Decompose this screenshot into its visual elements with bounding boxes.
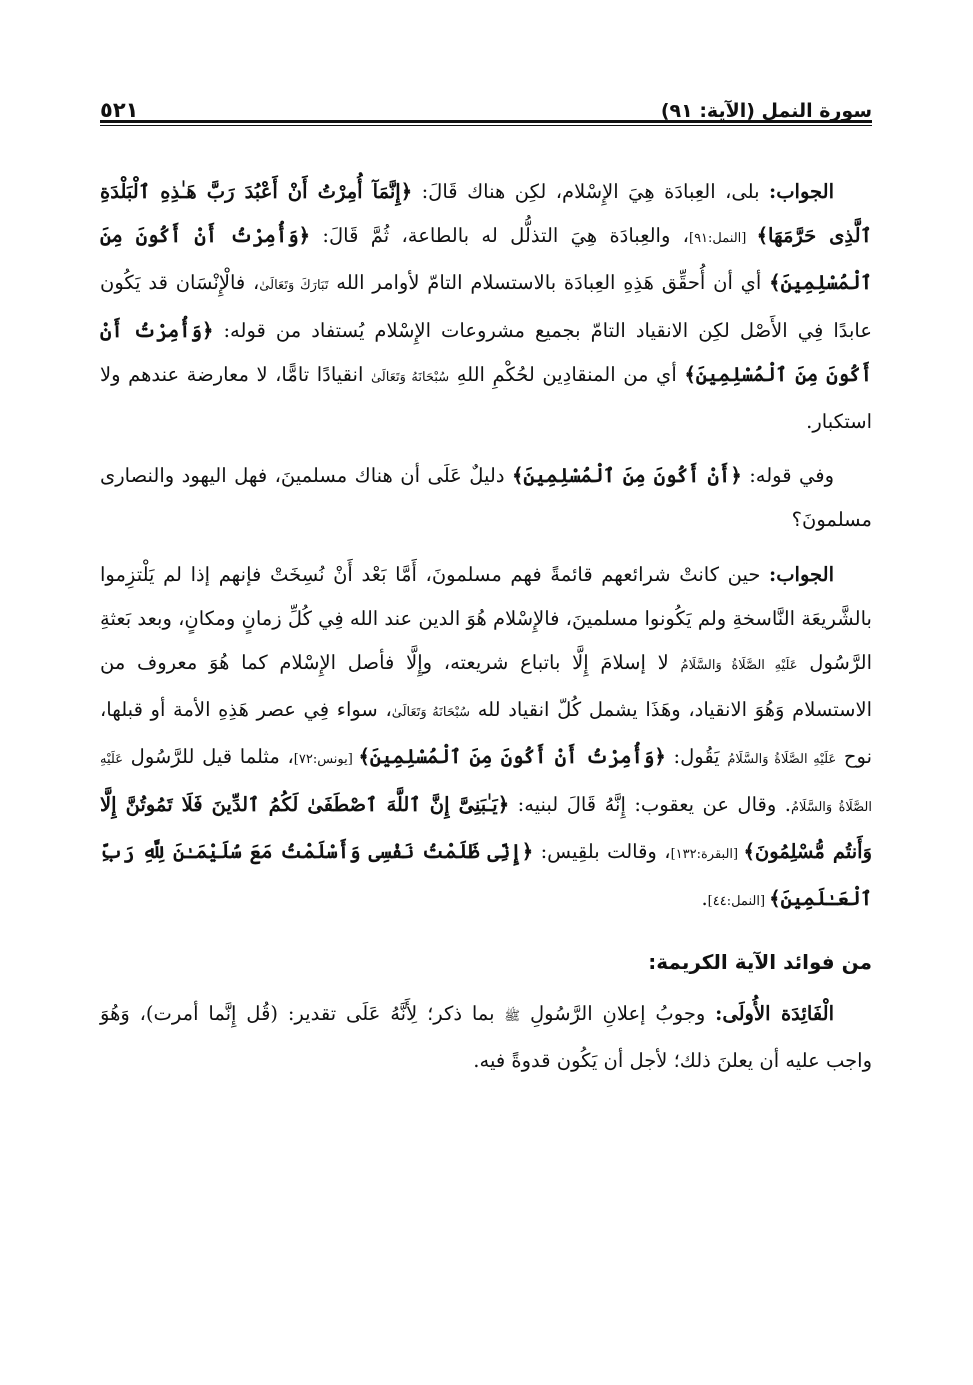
- body-text: حين كانتْ شرائعهم قائمةً فهم مسلمونَ، أَمَّا بَعْد أَنْ نُسِخَتْ فإنهم إذا لم يَلْتزِموا بالشَّريعَة النَّاسخةِ ولم يَكُونوا مسلمينَ، فالإِسْلام هُوَ الدين عند الله فِي كُلِّ زمانٍ ومكانٍ، وبعد بَعثةِ الرَّسُول: [100, 562, 872, 675]
- quran-verse: ﴿إِنَّمَآ أُمِرْتُ أَنْ أَعْبُدَ رَبَّ هَـٰذِهِ ٱلْبَلْدَةِ ٱلَّذِى حَرَّمَهَا﴾: [100, 180, 872, 248]
- body-text: . وقال عن يعقوب: إِنَّهُ قَالَ لبنيه:: [509, 792, 791, 816]
- quran-verse: ﴿وَأُمِرْتُ أَنْ أَكُونَ مِنَ ٱلْمُسْلِمِينَ﴾: [358, 745, 666, 769]
- body-text: .: [701, 887, 708, 911]
- page-number: ٥٢١: [100, 98, 139, 122]
- page-header: [100, 88, 872, 122]
- small-annotation: [النمل:٤٤]: [707, 894, 770, 910]
- header-rule: [100, 120, 872, 126]
- body-text: انقيادًا تامًّا، لا معارضة عندهم ولا استكبار.: [100, 362, 872, 434]
- body-text: وجوبُ إعلانِ الرَّسُولِ: [520, 1002, 716, 1026]
- body-text: ، والعِبادَة هِيَ التذلُّل له بالطاعة، ثُمَّ قَالَ:: [310, 224, 689, 248]
- paragraph-benefit-1: [100, 992, 872, 1083]
- paragraph-answer-1: [100, 170, 872, 444]
- paragraph-question: [100, 454, 872, 542]
- body-text: أي أن أُحقِّق هَذِهِ العِبادَة بالاستسلام التامّ لأوامر الله: [328, 271, 770, 295]
- quran-verse: ﴿وَأُمِرْتُ أَنْ أَكُونَ مِنَ ٱلْمُسْلِمِينَ﴾: [100, 224, 872, 295]
- answer-label: الْفَائِدَة الأُولَى:: [715, 1002, 835, 1026]
- surah-title: سورة النمل (الآية: ٩١): [660, 100, 872, 122]
- small-annotation: سُبْحَانَهُ وَتَعَالَىٰ: [370, 369, 450, 385]
- small-annotation: [النمل:٩١]: [688, 231, 757, 247]
- body-text: بما ذكر؛ لِأَنَّهُ عَلَى تقدير: (قُل إِنَّما أمرت)، وَهُوَ واجب عليه أن يعلنَ ذلك؛ لأجل أن يَكُون قدوةً فيه.: [100, 1002, 872, 1073]
- small-annotation: عَلَيْهِ الصَّلَاةُ وَالسَّلَامُ: [727, 752, 837, 768]
- quran-verse: ﴿إِنِّى ظَلَمْتُ نَفْسِى وَأَسْلَمْتُ مَعَ سُلَيْمَـٰنَ لِلَّهِ رَبِّ ٱلْعَـٰلَمِينَ﴾: [100, 839, 872, 911]
- quran-verse: ﴿وَأُمِرْتُ أَنْ أَكُونَ مِنَ ٱلْمُسْلِمِينَ﴾: [100, 318, 873, 386]
- answer-label: الجواب:: [769, 180, 834, 203]
- body-text: وفي قوله:: [741, 464, 834, 488]
- quran-verse: ﴿يَـٰبَنِىَّ إِنَّ ٱللَّهَ ٱصْطَفَىٰ لَكُمُ ٱلدِّينَ فَلَا تَمُوتُنَّ إِلَّا وَأَنتُم مُّسْلِمُونَ﴾: [100, 792, 872, 863]
- body-text: ، وقالت بلقِيس:: [533, 839, 671, 863]
- body-text: بلى، العِبادَة هِيَ الإِسْلام، لكِن هناك قَالَ:: [412, 180, 769, 203]
- quran-verse: ﴿أَنْ أَكُونَ مِنَ ٱلْمُسْلِمِينَ﴾: [511, 464, 742, 488]
- body-text: ، فالْإِنْسَان قد يَكُون عابدًا فِي الأَصْل لكِن الانقياد التامّ بجميع مشروعات الإِسْلام يُستفاد من قوله:: [100, 271, 872, 342]
- body-text: يَقُول:: [665, 745, 728, 769]
- small-annotation: عَلَيْهِ الصَّلَاةُ وَالسَّلَامُ: [680, 658, 798, 674]
- body-text: ، سواء فِي عصر هَذِهِ الأمة أو قبلها، نوح: [100, 698, 872, 769]
- small-annotation: سُبْحَانَهُ وَتَعَالَىٰ: [391, 705, 471, 721]
- small-annotation: [يونس:٧٢]: [293, 752, 359, 768]
- small-annotation: [البقرة:١٣٢]: [670, 846, 744, 862]
- body-text: لا إسلامَ إِلَّا باتباع شريعته، وإِلَّا فأصل الإِسْلام كما هُوَ معروف من الاستسلام وَهُوَ الانقياد، وهَذَا يشمل كُلّ انقياد لله: [100, 651, 872, 722]
- small-annotation: ﷺ: [504, 1009, 521, 1025]
- page-body: [100, 170, 872, 1084]
- body-text: ، مثلما قيل للرَّسُول: [122, 745, 294, 769]
- answer-label: الجواب:: [769, 562, 834, 586]
- paragraph-answer-2: [100, 553, 872, 925]
- body-text: دليلٌ عَلَى أن هناك مسلمينَ، فهل اليهود والنصارى مسلمونَ؟: [100, 464, 872, 532]
- body-text: أي من المنقادِين لحُكْمِ اللهِ: [449, 362, 685, 386]
- small-annotation: تَبَارَكَ وَتَعَالَىٰ: [259, 278, 329, 294]
- small-annotation: عَلَيْهِ الصَّلَاةُ وَالسَّلَامُ: [100, 752, 872, 815]
- section-heading: من فوائد الآية الكريمة:: [648, 950, 872, 975]
